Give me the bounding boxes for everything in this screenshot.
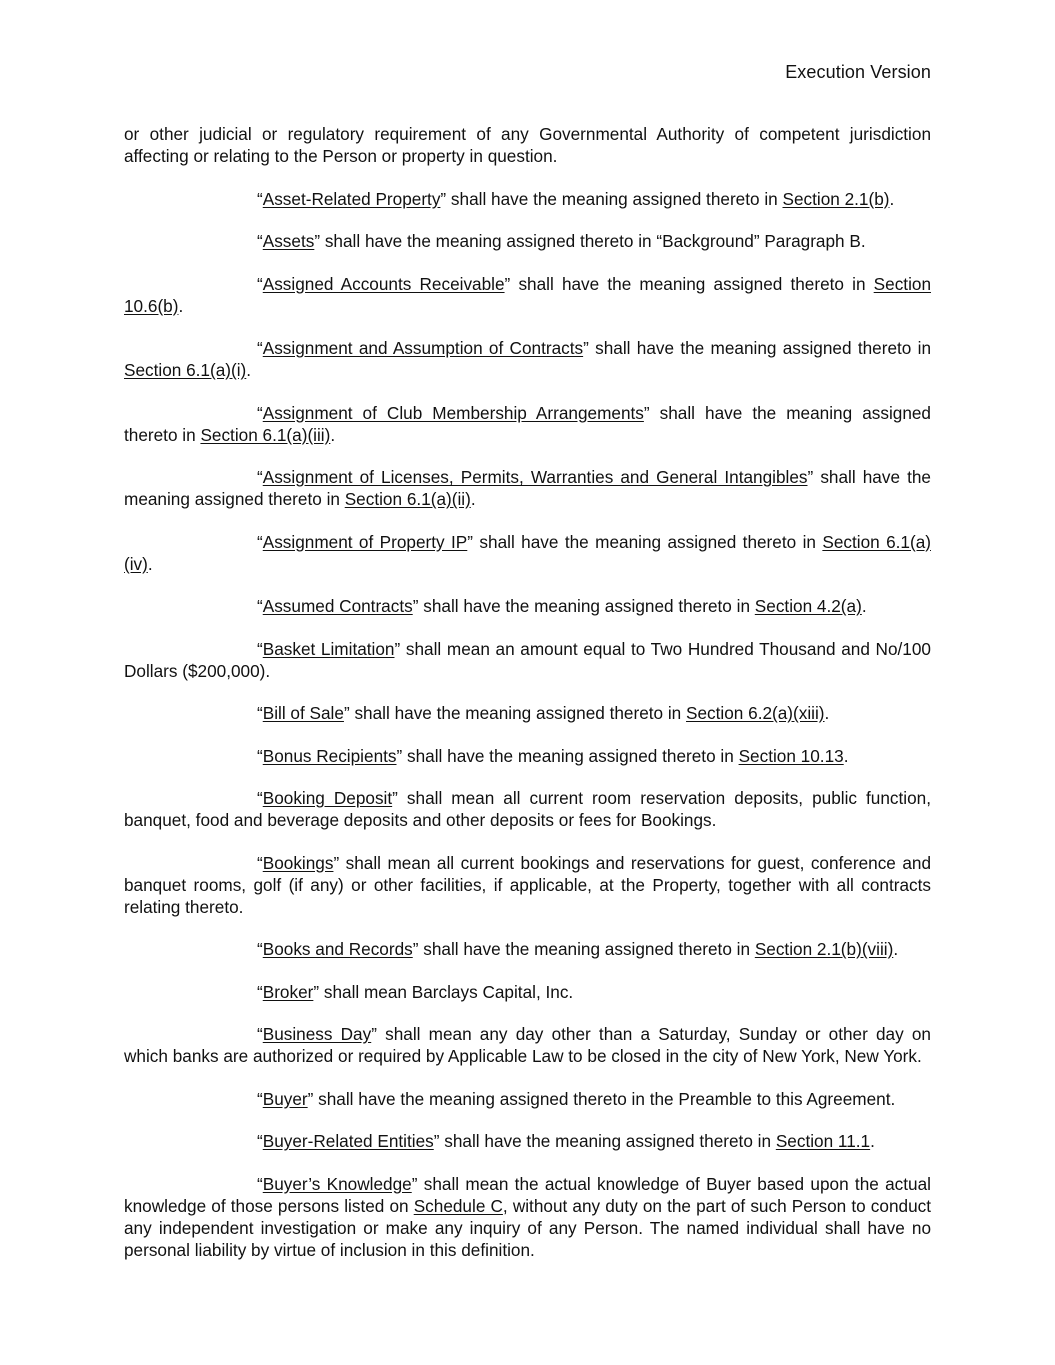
definition-text: . — [870, 1131, 875, 1151]
definition-paragraph: “Bill of Sale” shall have the meaning assigned thereto in Section 6.2(a)(xiii). — [257, 703, 830, 723]
defined-term: Broker — [262, 981, 314, 1002]
section-reference-link[interactable]: Section 10.13 — [738, 745, 844, 766]
defined-term: Basket Limitation — [262, 638, 395, 659]
definition-text: . — [893, 939, 899, 959]
section-reference-link[interactable]: Section 6.1(a)(i) — [124, 360, 247, 380]
definition-text: . — [843, 745, 849, 766]
section-reference-link[interactable]: Section 6.1(a)(iii) — [200, 424, 331, 445]
definition-paragraph: “Assigned Accounts Receivable” shall have the meaning assigned thereto in Section 10.6(b). — [124, 273, 931, 316]
defined-term: Bill of Sale — [262, 703, 344, 723]
definition-text: shall have the meaning assigned thereto in — [124, 467, 931, 509]
defined-term: Buyer-Related Entities — [262, 1131, 434, 1151]
definition-text: . — [861, 596, 867, 616]
definition-paragraph: “Broker” shall mean Barclays Capital, Inc. — [257, 981, 574, 1002]
defined-term: Business Day — [262, 1024, 372, 1044]
section-reference-link[interactable]: Section 6.2(a)(xiii) — [686, 703, 825, 723]
section-reference-link[interactable]: Section 4.2(a) — [754, 596, 862, 616]
execution-version-header: Execution Version — [785, 62, 931, 82]
definition-text: shall have the meaning assigned thereto in — [349, 703, 687, 723]
defined-term: Buyer’s Knowledge — [262, 1173, 412, 1194]
defined-term: Assignment of Licenses, Permits, Warranties and General Intangibles — [262, 467, 808, 487]
definition-paragraph: “Buyer’s Knowledge” shall mean the actual knowledge of Buyer based upon the actual knowledge of those persons listed on Schedule C, without any duty on the part of such Person to conduct any independent investigation or make any inquiry of any Person. The named individual shall have no personal liability by virtue of inclusion in this definition. — [124, 1173, 931, 1260]
section-reference-link[interactable]: Section 6.1(a)(ii) — [344, 489, 471, 509]
definition-paragraph: “Asset-Related Property” shall have the meaning assigned thereto in Section 2.1(b). — [257, 188, 895, 209]
definition-text: shall have the meaning assigned thereto in — [418, 939, 755, 959]
definition-text: shall have the meaning assigned thereto in the Preamble to this Agreement. — [313, 1088, 896, 1109]
defined-term: Assignment of Club Membership Arrangements — [262, 402, 644, 423]
definition-paragraph: “Bonus Recipients” shall have the meaning assigned thereto in Section 10.13. — [257, 745, 849, 766]
definition-paragraph: “Assignment of Licenses, Permits, Warranties and General Intangibles” shall have the meaning assigned thereto in Section 6.1(a)(ii). — [124, 467, 931, 509]
definition-paragraph: “Assumed Contracts” shall have the meaning assigned thereto in Section 4.2(a). — [257, 596, 867, 616]
definition-paragraph: “Buyer-Related Entities” shall have the meaning assigned thereto in Section 11.1. — [257, 1131, 875, 1151]
defined-term: Assumed Contracts — [262, 596, 413, 616]
definition-paragraph: “Assignment of Property IP” shall have the meaning assigned thereto in Section 6.1(a)(iv). — [124, 531, 931, 574]
definition-text: shall mean an amount equal to Two Hundred Thousand and No/100 Dollars ($200,000). — [124, 638, 931, 681]
definition-text: shall have the meaning assigned thereto in — [588, 338, 931, 358]
definition-paragraph: “Assets” shall have the meaning assigned thereto in “Background” Paragraph B. — [257, 231, 866, 251]
definition-paragraph: “Bookings” shall mean all current bookings and reservations for guest, conference and banquet rooms, golf (if any) or other facilities, if applicable, at the Property, together with all contracts relating thereto. — [124, 852, 931, 917]
definition-text: shall mean all current room reservation deposits, public function, banquet, food and beverage deposits and other deposits or fees for Bookings. — [124, 788, 931, 830]
definition-text: . — [824, 703, 830, 723]
definition-text: shall have the meaning assigned thereto in — [124, 402, 931, 445]
definition-text: . — [889, 188, 895, 209]
defined-term: Assigned Accounts Receivable — [262, 273, 505, 294]
definition-text: . — [330, 424, 336, 445]
definition-text: shall have the meaning assigned thereto in — [473, 531, 823, 552]
definition-text: shall have the meaning assigned thereto in — [418, 596, 755, 616]
section-reference-link[interactable]: Schedule C — [413, 1195, 503, 1216]
definition-text: shall have the meaning assigned thereto in — [446, 188, 783, 209]
definition-text: shall mean any day other than a Saturday, Sunday or other day on which banks are authorized or required by Applicable Law to be closed in the city of New York, New York. — [124, 1024, 931, 1066]
section-reference-link[interactable]: Section 6.1(a)(iv) — [124, 531, 931, 574]
definition-text: shall have the meaning assigned thereto in — [402, 745, 739, 766]
defined-term: Bookings — [262, 852, 334, 873]
defined-term: Bonus Recipients — [262, 745, 397, 766]
definition-text: . — [470, 489, 476, 509]
definition-text: , without any duty on the part of such Person to conduct any independent investigation or make any inquiry of any Person. The named individual shall have no personal liability by virtue of inclusion in this definition. — [124, 1195, 931, 1260]
definition-text: shall mean all current bookings and reservations for guest, conference and banquet rooms, golf (if any) or other facilities, if applicable, at the Property, together with all contracts relating thereto. — [124, 852, 931, 917]
definition-text: shall have the meaning assigned thereto in — [510, 273, 874, 294]
document-body — [124, 123, 931, 1281]
defined-term: Booking Deposit — [262, 788, 393, 808]
section-reference-link[interactable]: Section 2.1(b) — [782, 188, 890, 209]
definition-text: shall mean the actual knowledge of Buyer based upon the actual knowledge of those persons listed on — [124, 1173, 931, 1216]
definition-paragraph: “Business Day” shall mean any day other than a Saturday, Sunday or other day on which banks are authorized or required by Applicable Law to be closed in the city of New York, New York. — [124, 1024, 931, 1066]
defined-term: Books and Records — [262, 939, 413, 959]
definition-text: . — [178, 295, 184, 316]
defined-term: Asset-Related Property — [262, 188, 441, 209]
definition-paragraph: “Books and Records” shall have the meaning assigned thereto in Section 2.1(b)(viii). — [257, 939, 899, 959]
definition-text: . — [246, 360, 252, 380]
definition-text: shall have the meaning assigned thereto in — [439, 1131, 776, 1151]
definition-paragraph: “Buyer” shall have the meaning assigned thereto in the Preamble to this Agreement. — [257, 1088, 896, 1109]
defined-term: Assignment of Property IP — [262, 531, 468, 552]
continuation-paragraph: or other judicial or regulatory requirement of any Governmental Authority of competent jurisdiction affecting or relating to the Person or property in question. — [124, 124, 931, 166]
definition-text: shall mean Barclays Capital, Inc. — [319, 981, 574, 1002]
section-reference-link[interactable]: Section 2.1(b)(viii) — [754, 939, 894, 959]
section-reference-link[interactable]: Section 11.1 — [775, 1131, 871, 1151]
definition-paragraph: “Basket Limitation” shall mean an amount equal to Two Hundred Thousand and No/100 Dollars ($200,000). — [124, 638, 931, 681]
defined-term: Assignment and Assumption of Contracts — [262, 338, 584, 358]
definition-text: shall have the meaning assigned thereto in “Background” Paragraph B. — [320, 231, 866, 251]
defined-term: Buyer — [262, 1088, 308, 1109]
defined-term: Assets — [262, 231, 315, 251]
section-reference-link[interactable]: Section 10.6(b) — [124, 273, 931, 316]
definition-paragraph: “Assignment of Club Membership Arrangements” shall have the meaning assigned thereto in Section 6.1(a)(iii). — [124, 402, 931, 445]
definition-paragraph: “Assignment and Assumption of Contracts” shall have the meaning assigned thereto in Section 6.1(a)(i). — [124, 338, 931, 380]
definition-text: . — [147, 553, 153, 574]
definition-paragraph: “Booking Deposit” shall mean all current room reservation deposits, public function, banquet, food and beverage deposits and other deposits or fees for Bookings. — [124, 788, 931, 830]
